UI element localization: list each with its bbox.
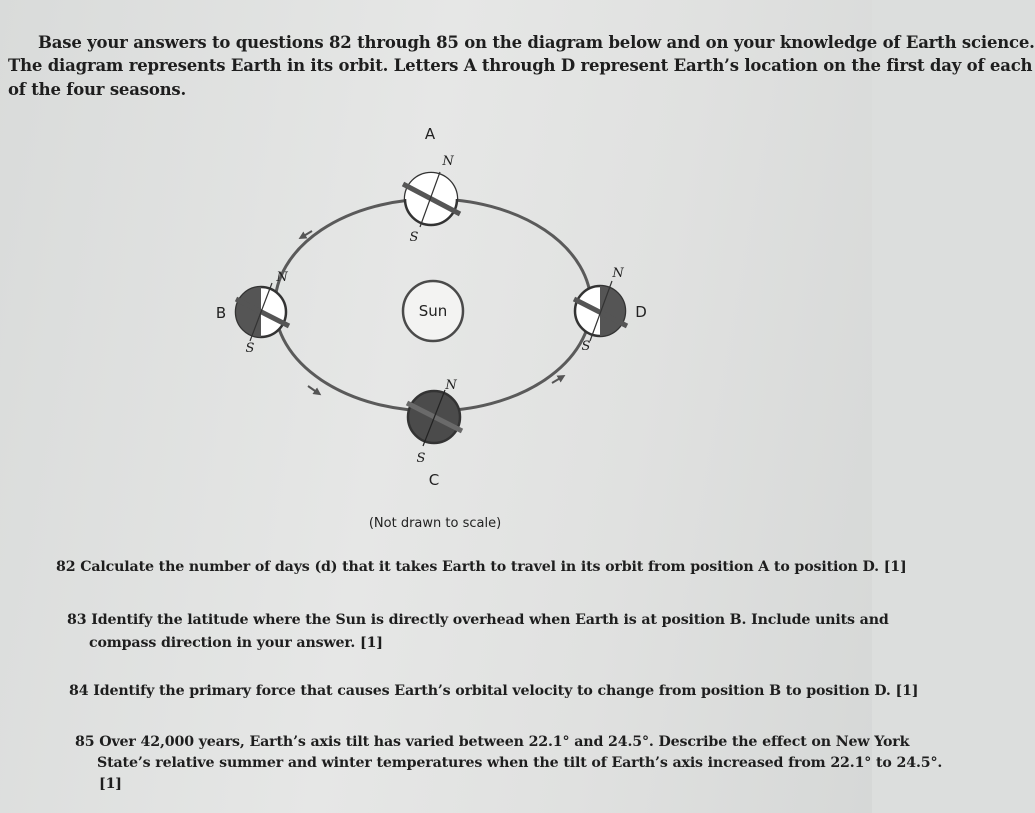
- position-d-north: N: [612, 266, 624, 281]
- position-b-label: B: [215, 304, 227, 322]
- position-d-south: S: [581, 339, 591, 354]
- question-85-line-1: 85 Over 42,000 years, Earth’s axis tilt has varied between 22.1° and 24.5°. Describe the effect on New York: [75, 734, 910, 750]
- earth-position-d: [574, 281, 627, 341]
- earth-position-c: [407, 390, 462, 446]
- position-c-north: N: [445, 378, 457, 393]
- question-83-line-1: 83 Identify the latitude where the Sun is directly overhead when Earth is at position B. Include units and: [67, 612, 889, 628]
- diagram-caption: (Not drawn to scale): [368, 516, 502, 531]
- intro-line-3: of the four seasons.: [8, 80, 187, 99]
- question-85-line-2: State’s relative summer and winter temperatures when the tilt of Earth’s axis increased from 22.1° to 24.5°.: [97, 755, 943, 771]
- question-82: 82 Calculate the number of days (d) that it takes Earth to travel in its orbit from position A to position D. [1]: [56, 559, 907, 575]
- question-85-line-3: [1]: [99, 776, 122, 792]
- orbit-arrow-bottom-left: [308, 386, 318, 393]
- orbit-arrow-bottom-right: [552, 377, 562, 383]
- intro-line-1: Base your answers to questions 82 through 85 on the diagram below and on your knowledge of Earth science.: [38, 33, 1035, 52]
- question-84: 84 Identify the primary force that causes Earth’s orbital velocity to change from position B to position D. [1]: [69, 683, 919, 699]
- position-a-north: N: [442, 154, 454, 169]
- position-a-south: S: [409, 230, 419, 245]
- position-c-label: C: [428, 471, 440, 489]
- position-a-label: A: [424, 125, 436, 143]
- position-b-north: N: [276, 270, 288, 285]
- position-b-south: S: [245, 341, 255, 356]
- sun-label: Sun: [418, 302, 448, 320]
- position-d-label: D: [635, 303, 647, 321]
- position-c-south: S: [416, 451, 426, 466]
- earth-position-a: [403, 172, 460, 227]
- intro-line-2: The diagram represents Earth in its orbit. Letters A through D represent Earth’s location on the first day of each: [8, 56, 1033, 75]
- question-83-line-2: compass direction in your answer. [1]: [89, 635, 383, 651]
